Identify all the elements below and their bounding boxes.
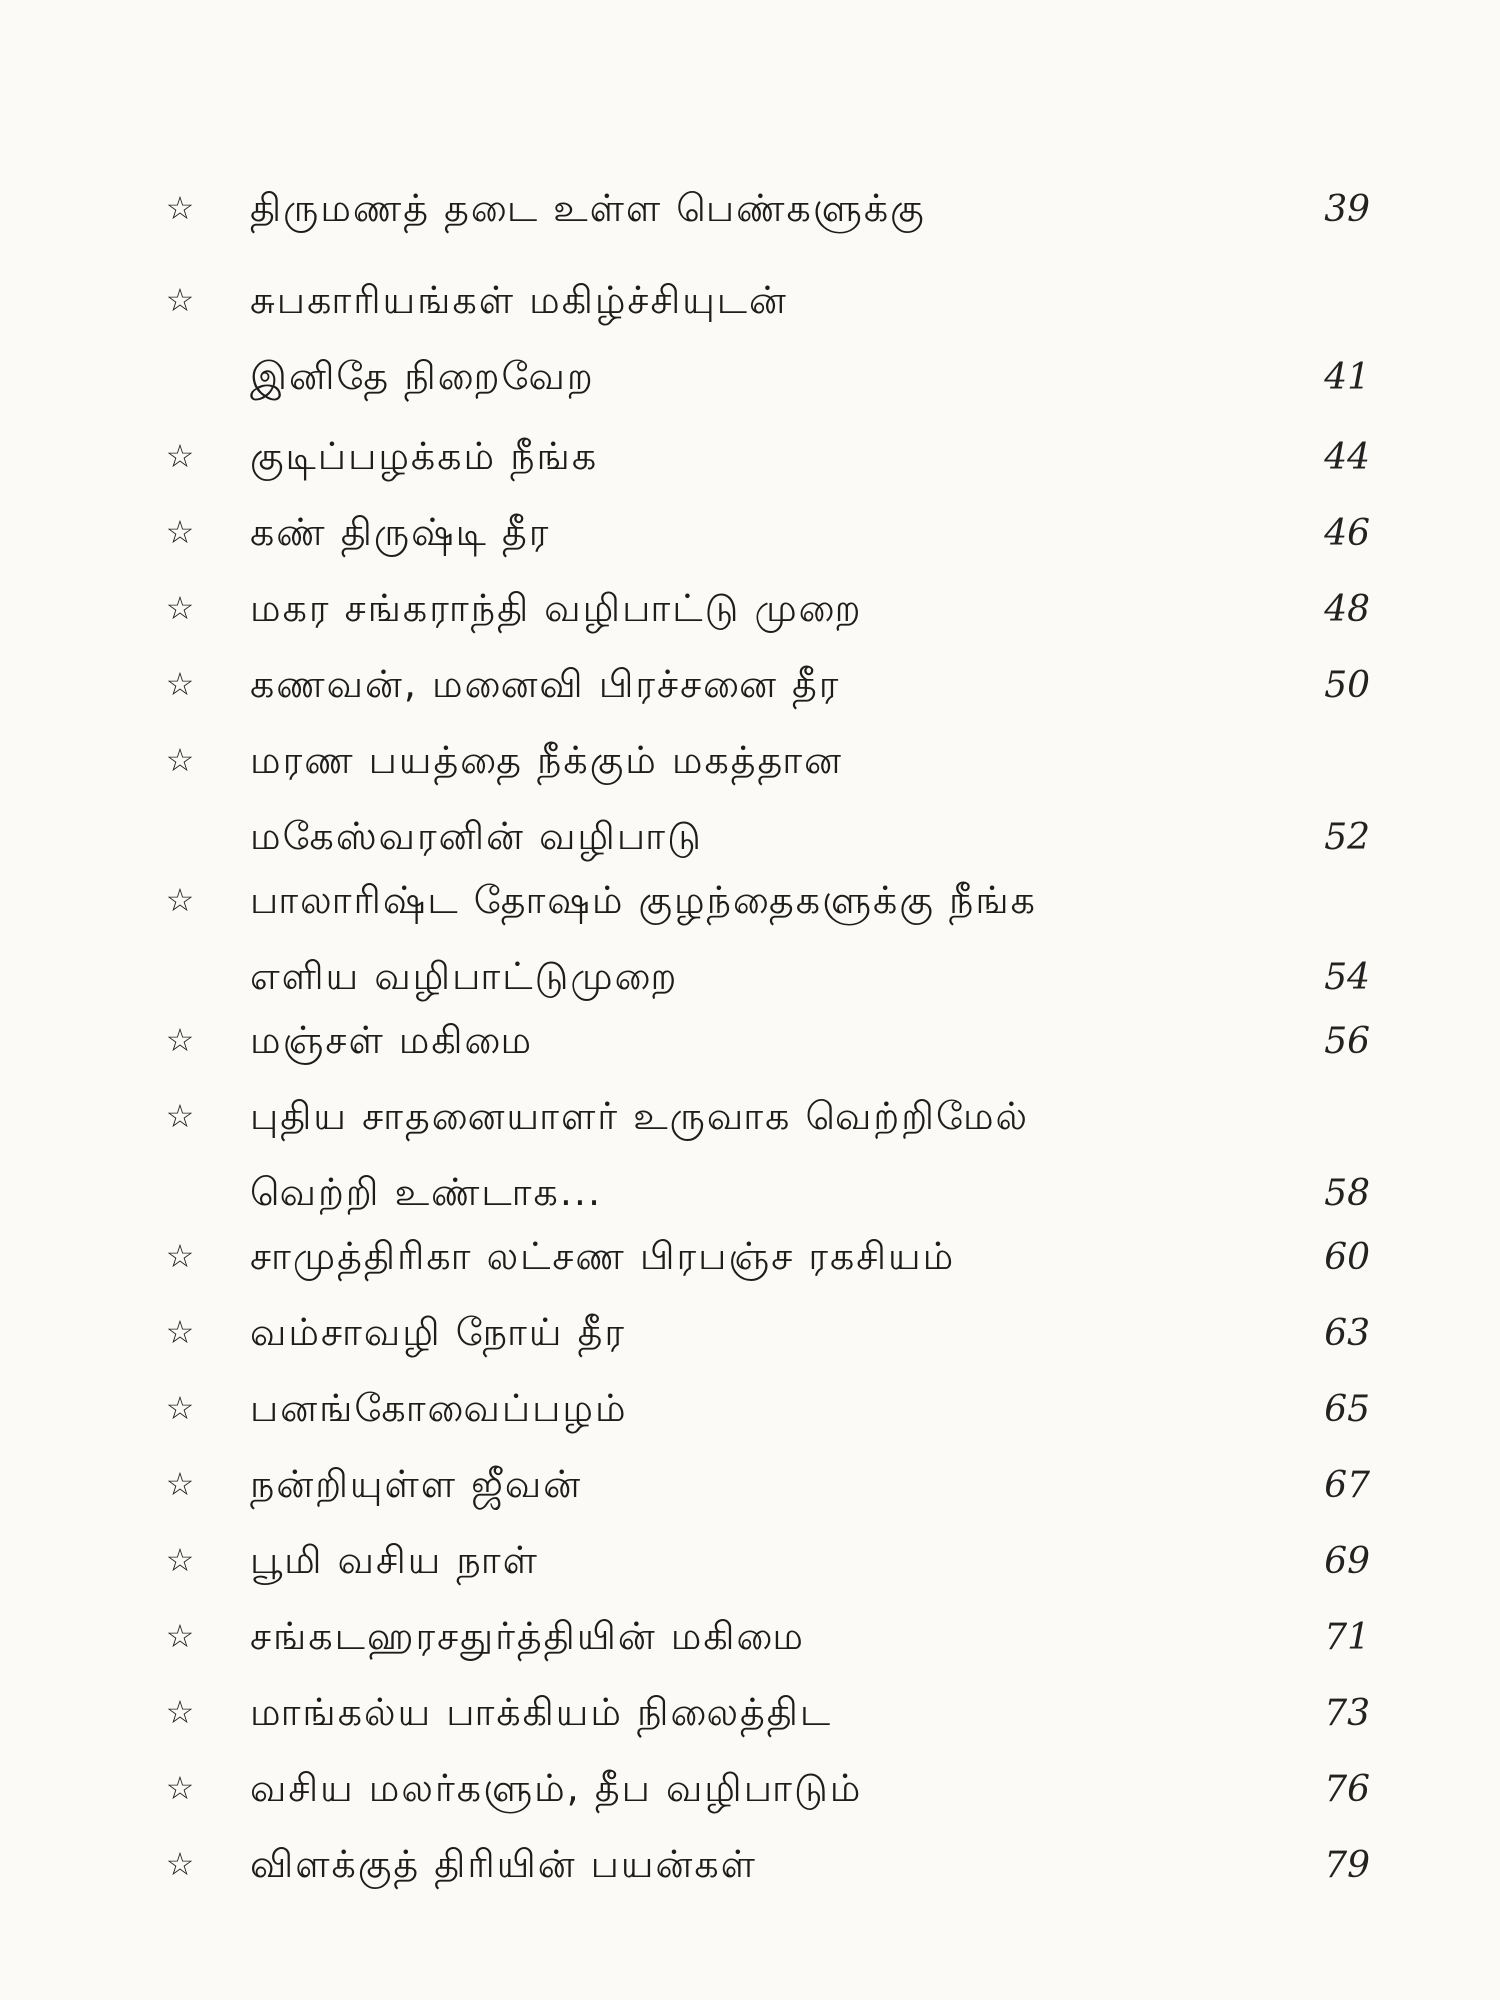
toc-entry-title-line: சாமுத்திரிகா லட்சண பிரபஞ்ச ரகசியம் xyxy=(250,1234,956,1278)
star-outline-icon: ☆ xyxy=(165,1693,195,1731)
toc-entry xyxy=(0,1750,1500,1826)
star-outline-icon: ☆ xyxy=(165,1021,195,1059)
star-outline-icon: ☆ xyxy=(165,1097,195,1135)
toc-entry xyxy=(0,722,1500,874)
toc-entry-title-line: இனிதே நிறைவேற xyxy=(250,354,595,398)
toc-entry-page-number: 73 xyxy=(1324,1693,1370,1734)
toc-entry xyxy=(0,262,1500,414)
star-outline-icon: ☆ xyxy=(165,281,195,319)
toc-entry-page-number: 58 xyxy=(1324,1173,1370,1214)
toc-entry-title xyxy=(250,418,1250,494)
toc-entry xyxy=(0,1370,1500,1446)
toc-entry-page-number: 50 xyxy=(1324,665,1370,706)
toc-entry xyxy=(0,1294,1500,1370)
star-outline-icon: ☆ xyxy=(165,1465,195,1503)
toc-entry-page-number: 41 xyxy=(1324,357,1370,398)
star-outline-icon: ☆ xyxy=(165,1769,195,1807)
toc-entry-page-number: 69 xyxy=(1324,1541,1370,1582)
toc-entry xyxy=(0,1446,1500,1522)
toc-entry-title xyxy=(250,1294,1250,1370)
star-outline-icon: ☆ xyxy=(165,881,195,919)
toc-entry xyxy=(0,862,1500,1014)
toc-entry-title-line: திருமணத் தடை உள்ள பெண்களுக்கு xyxy=(250,186,926,230)
toc-entry-page-number: 46 xyxy=(1324,513,1370,554)
toc-entry-title-line: எளிய வழிபாட்டுமுறை xyxy=(250,954,679,998)
toc-entry-page-number: 71 xyxy=(1324,1617,1370,1658)
star-outline-icon: ☆ xyxy=(165,437,195,475)
toc-entry xyxy=(0,646,1500,722)
star-outline-icon: ☆ xyxy=(165,513,195,551)
toc-entry-title xyxy=(250,494,1250,570)
star-outline-icon: ☆ xyxy=(165,589,195,627)
star-outline-icon: ☆ xyxy=(165,1845,195,1883)
toc-entry-page-number: 44 xyxy=(1324,437,1370,478)
toc-entry-title xyxy=(250,570,1250,646)
toc-entry-title-line: பாலாரிஷ்ட தோஷம் குழந்தைகளுக்கு நீங்க xyxy=(250,878,1037,922)
toc-entry xyxy=(0,1674,1500,1750)
toc-entry-title xyxy=(250,862,1250,1014)
toc-entry-title-line: மகர சங்கராந்தி வழிபாட்டு முறை xyxy=(250,586,863,630)
toc-entry-title xyxy=(250,1002,1250,1078)
toc-entry-title xyxy=(250,646,1250,722)
toc-entry-title-line: பூமி வசிய நாள் xyxy=(250,1538,539,1582)
star-outline-icon: ☆ xyxy=(165,189,195,227)
toc-entry-title-line: சுபகாரியங்கள் மகிழ்ச்சியுடன் xyxy=(250,278,788,322)
star-outline-icon: ☆ xyxy=(165,1389,195,1427)
toc-entry xyxy=(0,1598,1500,1674)
toc-entry-page-number: 39 xyxy=(1324,189,1370,230)
toc-entry-title xyxy=(250,1750,1250,1826)
toc-entry-title-line: மாங்கல்ய பாக்கியம் நிலைத்திட xyxy=(250,1690,833,1734)
toc-entry xyxy=(0,1218,1500,1294)
toc-entry-title-line: கண் திருஷ்டி தீர xyxy=(250,510,551,554)
toc-entry-title xyxy=(250,1446,1250,1522)
toc-entry-page-number: 65 xyxy=(1324,1389,1370,1430)
toc-entry-page-number: 60 xyxy=(1324,1237,1370,1278)
toc-entry-page-number: 76 xyxy=(1324,1769,1370,1810)
toc-entry-page-number: 63 xyxy=(1324,1313,1370,1354)
toc-entry-title-line: மரண பயத்தை நீக்கும் மகத்தான xyxy=(250,738,843,782)
toc-entry-title-line: விளக்குத் திரியின் பயன்கள் xyxy=(250,1842,757,1886)
toc-entry-title-line: மகேஸ்வரனின் வழிபாடு xyxy=(250,814,703,858)
toc-entry xyxy=(0,1078,1500,1230)
toc-entry-page-number: 48 xyxy=(1324,589,1370,630)
toc-entry-title xyxy=(250,262,1250,414)
toc-entry-title-line: நன்றியுள்ள ஜீவன் xyxy=(250,1462,583,1506)
toc-entry xyxy=(0,570,1500,646)
toc-entry xyxy=(0,1826,1500,1902)
toc-entry xyxy=(0,1002,1500,1078)
toc-entry-title xyxy=(250,1522,1250,1598)
star-outline-icon: ☆ xyxy=(165,1617,195,1655)
star-outline-icon: ☆ xyxy=(165,665,195,703)
toc-entry-title xyxy=(250,1078,1250,1230)
toc-entry-page-number: 54 xyxy=(1324,957,1370,998)
toc-entry-title-line: கணவன், மனைவி பிரச்சனை தீர xyxy=(250,662,841,706)
toc-entry-title xyxy=(250,1218,1250,1294)
toc-entry-title xyxy=(250,170,1250,246)
toc-entry-page-number: 67 xyxy=(1324,1465,1370,1506)
toc-entry-title-line: புதிய சாதனையாளர் உருவாக வெற்றிமேல் xyxy=(250,1094,1030,1138)
toc-entry-title-line: மஞ்சள் மகிமை xyxy=(250,1018,534,1062)
star-outline-icon: ☆ xyxy=(165,1237,195,1275)
toc-entry-title xyxy=(250,722,1250,874)
star-outline-icon: ☆ xyxy=(165,1313,195,1351)
toc-entry xyxy=(0,494,1500,570)
star-outline-icon: ☆ xyxy=(165,741,195,779)
toc-entry xyxy=(0,170,1500,246)
toc-entry-title-line: சங்கடஹரசதுர்த்தியின் மகிமை xyxy=(250,1614,805,1658)
toc-entry-page-number: 56 xyxy=(1324,1021,1370,1062)
toc-entry-title xyxy=(250,1826,1250,1902)
toc-entry-page-number: 52 xyxy=(1324,817,1370,858)
toc-entry-title-line: வசிய மலர்களும், தீப வழிபாடும் xyxy=(250,1766,863,1810)
toc-entry-title-line: வெற்றி உண்டாக... xyxy=(250,1170,603,1214)
toc-entry-title-line: வம்சாவழி நோய் தீர xyxy=(250,1310,626,1354)
star-outline-icon: ☆ xyxy=(165,1541,195,1579)
toc-entry-title-line: பனங்கோவைப்பழம் xyxy=(250,1386,628,1430)
toc-entry xyxy=(0,1522,1500,1598)
toc-entry-title-line: குடிப்பழக்கம் நீங்க xyxy=(250,434,599,478)
toc-entry-page-number: 79 xyxy=(1324,1845,1370,1886)
toc-entry-title xyxy=(250,1598,1250,1674)
toc-entry-title xyxy=(250,1674,1250,1750)
toc-entry-title xyxy=(250,1370,1250,1446)
toc-entry xyxy=(0,418,1500,494)
